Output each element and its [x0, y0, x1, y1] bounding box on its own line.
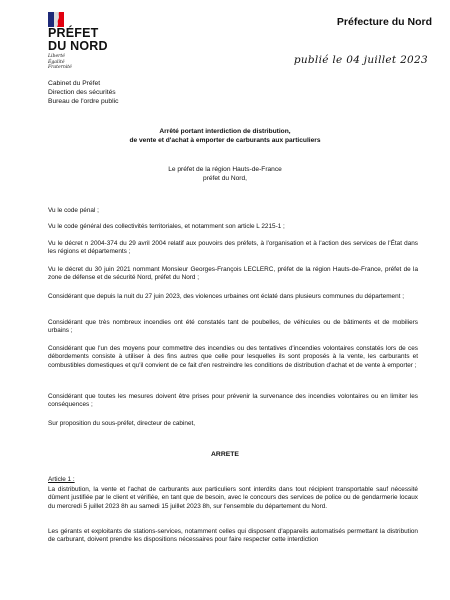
- visa-cgct: Vu le code général des collectivités territoriales, et notamment son article L 2215-1 ;: [48, 223, 285, 230]
- visa-code-penal: Vu le code pénal ;: [48, 207, 99, 214]
- issuing-service: [48, 80, 118, 106]
- considerant-violences: Considérant que depuis la nuit du 27 juin 2023, des violences urbaines ont éclaté dans plusieurs communes du département ;: [48, 293, 404, 300]
- proposition-sous-prefet: Sur proposition du sous-préfet, directeur de cabinet,: [48, 420, 196, 427]
- service-line-bureau: Bureau de l'ordre public: [48, 97, 119, 105]
- visa-decret-2004: Vu le décret n 2004-374 du 29 avril 2004 relatif aux pouvoirs des préfets, à l'organisation et à l'action des services de l'État dans les régions et départements ;: [48, 240, 418, 256]
- prefecture-name: Préfecture du Nord: [336, 16, 432, 28]
- considerant-incendies: Considérant que très nombreux incendies ont été constatés tant de poubelles, de véhicules ou de bâtiments et de mobiliers urbains ;: [48, 319, 418, 335]
- visa-decret-2021: Vu le décret du 30 juin 2021 nommant Monsieur Georges-François LECLERC, préfet de la région Hauts-de-France, préfet de la zone de défense et de sécurité Nord, préfet du Nord ;: [48, 266, 418, 282]
- decree-title: [0, 128, 450, 145]
- prefet-line2: préfet du Nord,: [203, 174, 247, 182]
- flag-blue-band: [48, 12, 54, 27]
- considerant-moyens: Considérant que l'un des moyens pour commettre des incendies ou des tentatives d'incendies volontaires constatés lors de ces débordements consiste à utiliser à des fins autres que celle pour lesquelles ils sont proposés à la vente, les carburants et combustibles domestiques et qu'il convient de ce fait d'en restreindre les conditions de distribution d'achat et de vente à emporter ;: [48, 345, 418, 369]
- decree-title-line2: de vente et d'achat à emporter de carburants aux particuliers: [129, 136, 321, 144]
- article-1-heading: Article 1 :: [48, 476, 75, 483]
- prefet-designation: [0, 166, 450, 183]
- republic-motto: [48, 54, 72, 71]
- considerant-mesures: Considérant que toutes les mesures doivent être prises pour prévenir la survenance des incendies volontaires ou en limiter les conséquences ;: [48, 393, 418, 409]
- logo-title-line2: DU NORD: [48, 39, 108, 53]
- decree-title-line1: Arrêté portant interdiction de distribution,: [159, 128, 291, 135]
- prefet-line1: Le préfet de la région Hauts-de-France: [168, 166, 282, 173]
- motto-liberte: Liberté: [48, 54, 65, 59]
- motto-egalite: Égalité: [48, 59, 65, 65]
- motto-fraternite: Fraternité: [48, 65, 72, 71]
- handwritten-publication-note: publié le 04 juillet 2023: [293, 54, 428, 66]
- service-line-direction: Direction des sécurités: [48, 88, 116, 96]
- logo-title-line1: PRÉFET: [48, 26, 99, 40]
- logo-title: [48, 27, 108, 53]
- article-1-paragraph-1: La distribution, la vente et l'achat de carburants aux particuliers sont interdits dans tout récipient transportable sauf nécessité dûment justifiée par le client et vérifiée, en tant que de besoin, avec le concours des services de police ou de gendarmerie locaux du mercredi 5 juillet 2023 8h au samedi 15 juillet 2023 8h, sur l'ensemble du département du Nord.: [48, 486, 418, 510]
- arrete-heading: ARRETE: [211, 451, 239, 458]
- service-line-cabinet: Cabinet du Préfet: [48, 80, 101, 87]
- article-1-paragraph-2: Les gérants et exploitants de stations-services, notamment celles qui disposent d'appareils automatisés permettant la distribution de carburant, doivent prendre les dispositions nécessaires pour faire respecter cette interdiction: [48, 528, 418, 544]
